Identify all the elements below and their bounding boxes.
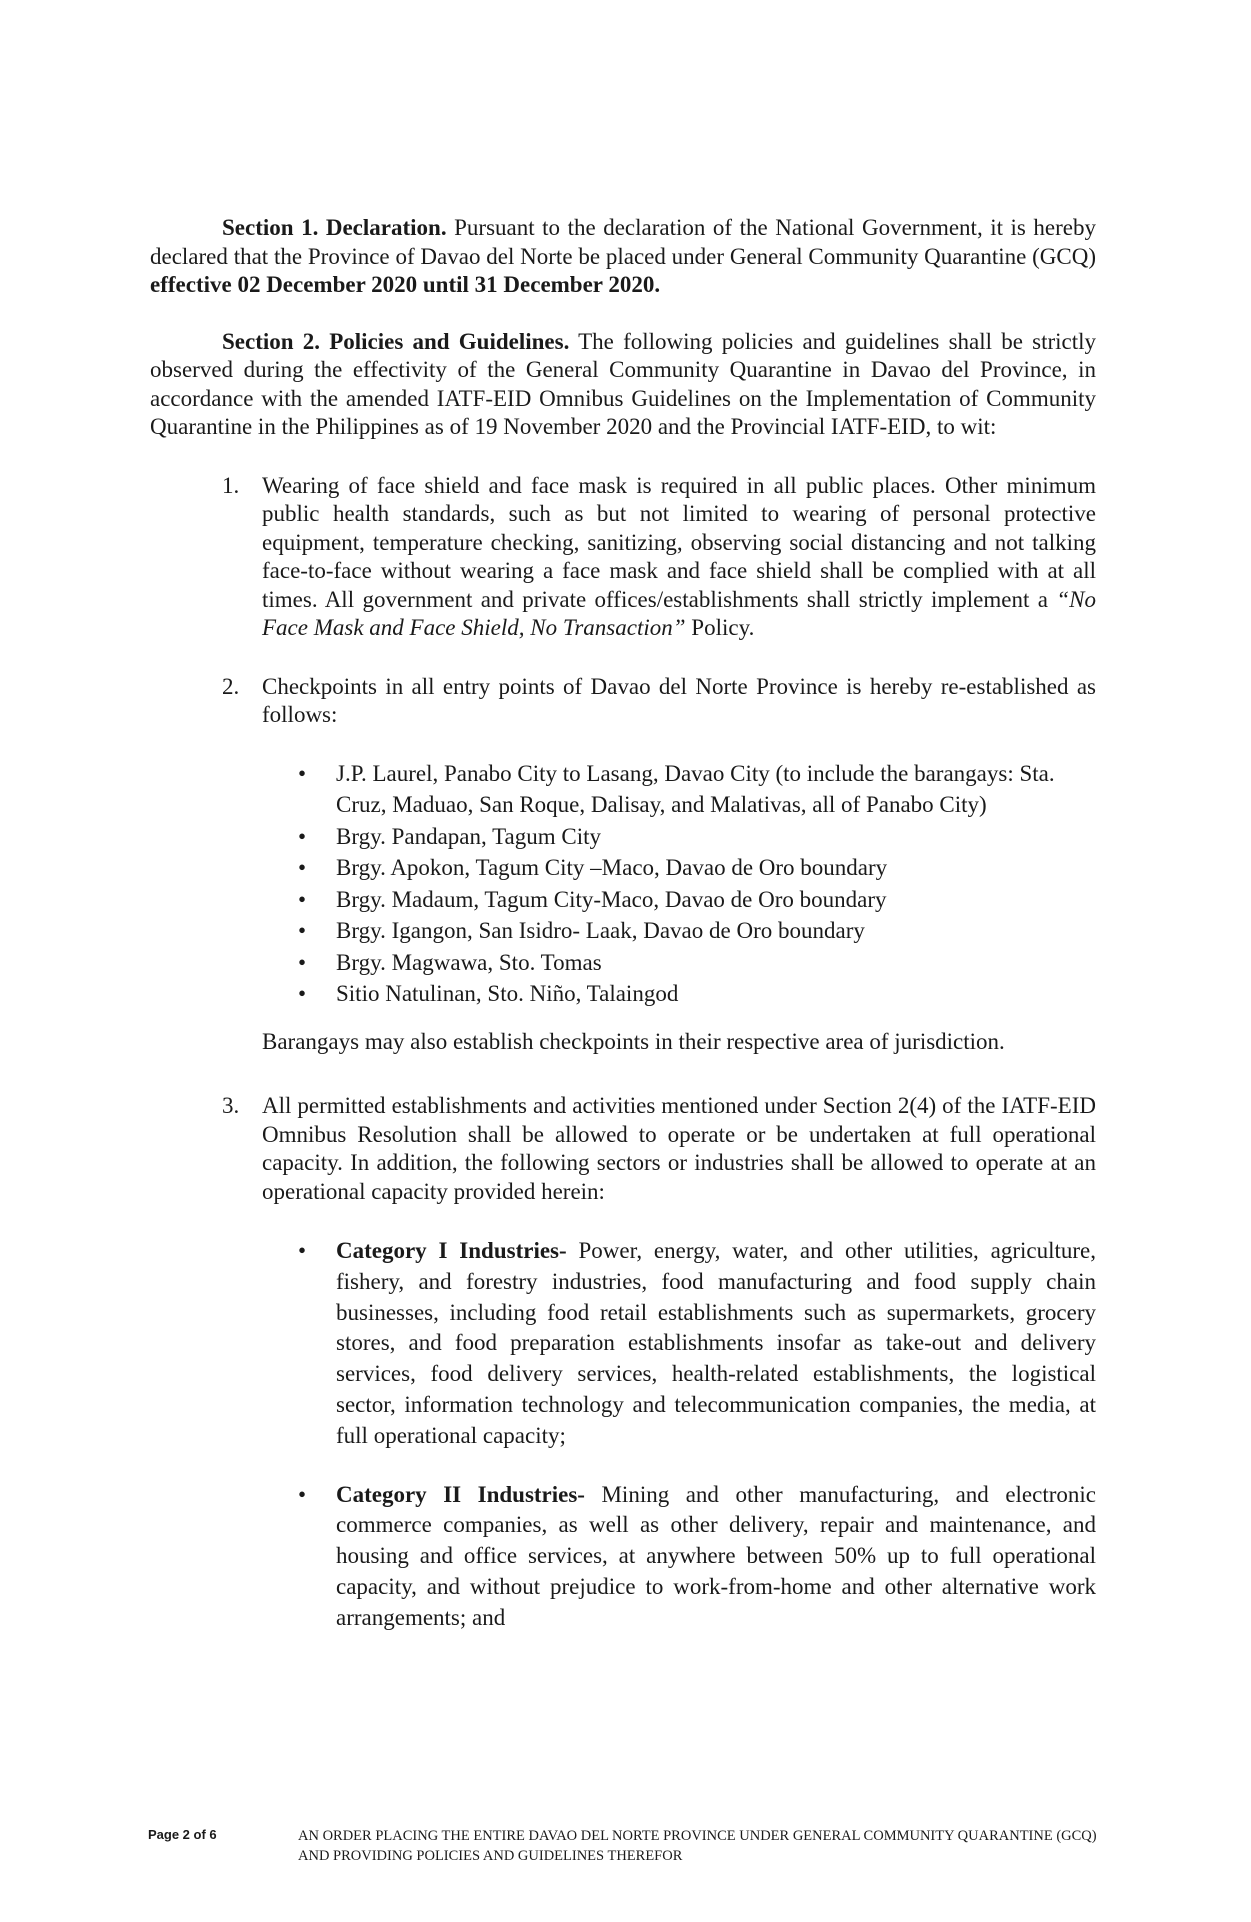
item-number: 3. [222,1093,240,1118]
checkpoint-item [262,978,1096,1010]
checkpoint-text: Brgy. Madaum, Tagum City-Maco, Davao de Oro boundary [336,886,887,912]
bullet-icon: • [298,1481,307,1507]
item-2-note: Barangays may also establish checkpoints in their respective area of jurisdiction. [262,1028,1005,1054]
category-label: Category I Industries- [336,1238,567,1263]
section-1-effectivity: effective 02 December 2020 until 31 December 2020. [150,272,661,297]
bullet-icon: • [298,760,307,786]
industry-category-list [262,1236,1096,1634]
category-text: Mining and other manufacturing, and electronic commerce companies, as well as other delivery, repair and maintenance, and housing and office services, at anywhere between 50% up to full operational capacity, and without prejudice to work-from-home and other alternative work arrangements; and [336,1481,1096,1630]
section-1-heading: Section 1. Declaration. [222,215,447,240]
item-1-policy-name: “No Face Mask and Face Shield, No Transaction” [262,586,1096,640]
guidelines-list [150,472,1096,1634]
checkpoint-item [262,947,1096,979]
item-number: 2. [222,673,240,699]
section-2-text: The following policies and guidelines shall be strictly observed during the effectivity of the General Community Quarantine in Davao del Province, in accordance with the amended IATF-EID Omnibus Guidelines on the Implementation of Community Quarantine in the Philippines as of 19 November 2020 and the Provincial IATF-EID, to wit: [150,328,1097,439]
guideline-item-2 [150,673,1096,1057]
checkpoint-text: Sitio Natulinan, Sto. Niño, Talaingod [336,981,679,1006]
item-2-text: Checkpoints in all entry points of Davao del Norte Province is hereby re-established as follows: [262,673,1096,727]
section-2-paragraph [150,328,1096,442]
bullet-icon: • [298,949,307,975]
checkpoint-text: Brgy. Igangon, San Isidro- Laak, Davao de Oro boundary [336,918,865,943]
checkpoint-item [262,915,1096,947]
bullet-icon: • [298,918,307,943]
document-body [150,214,1096,1664]
checkpoint-list [262,758,1096,1010]
bullet-icon: • [298,886,307,912]
industry-category-item [262,1236,1096,1452]
item-1-body: Wearing of face shield and face mask is required in all public places. Other minimum public health standards, such as but not limited to wearing of personal protective equipment, temperature checking, sanitizing, observing social distancing and not talking face-to-face without wearing a face mask and face shield shall be complied with at all times. All government and private offices/establishments shall strictly implement a [262,472,1096,612]
item-3-text: All permitted establishments and activities mentioned under Section 2(4) of the IATF-EID Omnibus Resolution shall be allowed to operate or be undertaken at full operational capacity. In addition, the following sectors or industries shall be allowed to operate at an operational capacity provided herein: [262,1093,1096,1204]
guideline-item-1 [150,472,1096,643]
item-number: 1. [222,472,240,498]
checkpoint-item [262,821,1096,853]
checkpoint-item [262,852,1096,884]
checkpoint-text: Brgy. Pandapan, Tagum City [336,823,602,849]
checkpoint-item [262,758,1096,821]
item-1-tail: Policy. [685,615,755,640]
checkpoint-text: Brgy. Magwawa, Sto. Tomas [336,949,602,975]
section-1-paragraph [150,214,1096,300]
bullet-icon: • [298,855,307,880]
page-number: Page 2 of 6 [148,1827,217,1842]
item-1-text [262,472,1096,643]
bullet-icon: • [298,823,307,849]
bullet-icon: • [298,981,307,1006]
checkpoint-text: J.P. Laurel, Panabo City to Lasang, Davao City (to include the barangays: Sta. Cruz, Maduao, San Roque, Dalisay, and Malativas, all of Panabo City) [336,760,1055,817]
checkpoint-item [262,884,1096,916]
industry-category-item [262,1480,1096,1634]
footer-title: AN ORDER PLACING THE ENTIRE DAVAO DEL NORTE PROVINCE UNDER GENERAL COMMUNITY QUARANTINE (GCQ) AND PROVIDING POLICIES AND GUIDELINES THEREFOR [298,1828,1097,1864]
category-text: Power, energy, water, and other utilities, agriculture, fishery, and forestry industries, food manufacturing and food supply chain businesses, including food retail establishments such as supermarkets, grocery stores, and food preparation establishments insofar as take-out and delivery services, food delivery services, health-related establishments, the logistical sector, information technology and telecommunication companies, the media, at full operational capacity; [336,1238,1096,1448]
section-1-text: Pursuant to the declaration of the National Government, it is hereby declared that the Province of Davao del Norte be placed under General Community Quarantine (GCQ) [150,215,1096,269]
section-2-heading: Section 2. Policies and Guidelines. [222,328,570,354]
bullet-icon: • [298,1238,307,1263]
checkpoint-text: Brgy. Apokon, Tagum City –Maco, Davao de Oro boundary [336,855,888,880]
category-label: Category II Industries- [336,1481,585,1507]
guideline-item-3 [150,1092,1096,1634]
